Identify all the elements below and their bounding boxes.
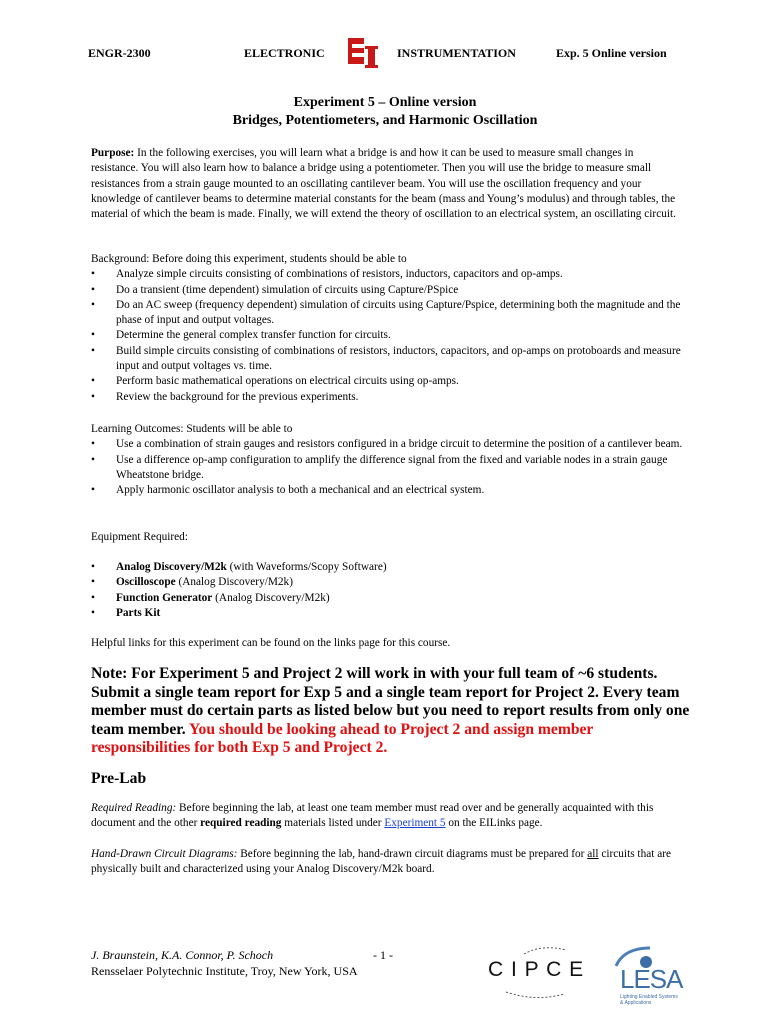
- note-red-text: You should be looking ahead to Project 2 and assign member responsibilities for both Exp 5 and Project 2.: [91, 720, 594, 757]
- header-course: ENGR-2300: [88, 46, 151, 60]
- list-item: • Use a difference op-amp configuration to amplify the difference signal from the fixed and variable nodes in a strain gauge Wheatstone bridge.: [91, 453, 683, 484]
- list-item: [91, 591, 683, 606]
- header-left-word: ELECTRONIC: [244, 46, 325, 60]
- lesa-logo-subtitle: [620, 994, 678, 1006]
- equipment-detail: (with Waveforms/Scopy Software): [226, 561, 387, 573]
- equipment-intro: Equipment Required:: [91, 531, 188, 543]
- outcomes-list: [91, 437, 683, 498]
- hand-drawn-text: circuits that are physically built and characterized using your Analog Discovery/M2k board.: [91, 848, 671, 876]
- list-item: • Perform basic mathematical operations on electrical circuits using op-amps.: [91, 374, 683, 389]
- list-item: • Do a transient (time dependent) simulation of circuits using Capture/PSpice: [91, 283, 683, 298]
- cipce-logo-text: C I P C E: [488, 958, 585, 981]
- background-section: [91, 252, 683, 405]
- background-list: [91, 267, 683, 405]
- list-item: • Determine the general complex transfer function for circuits.: [91, 328, 683, 343]
- list-item: • Analyze simple circuits consisting of combinations of resistors, inductors, capacitors and op-amps.: [91, 267, 683, 282]
- note-text: Note: For Experiment 5 and Project 2 will work in with your full team of ~6 students. Submit a single team report for Exp 5 and a single team report for Project 2. Every team member must do certain parts as listed below but you need to report results from only one team member.: [91, 665, 690, 738]
- required-reading-label: Required Reading:: [91, 802, 177, 814]
- hand-drawn-paragraph: [91, 847, 683, 878]
- footer-institution: Rensselaer Polytechnic Institute, Troy, New York, USA: [91, 964, 358, 978]
- required-reading-text: Before beginning the lab, at least one team member must read over and be generally acquainted with this document and the other: [91, 802, 654, 830]
- equipment-detail: (Analog Discovery/M2k): [212, 591, 330, 604]
- required-reading-text: on the EILinks page.: [445, 817, 543, 830]
- lesa-logo: [610, 944, 690, 1014]
- header-exp: Exp. 5 Online version: [556, 46, 667, 60]
- lesa-subtitle-line: Lighting Enabled Systems: [620, 994, 678, 1000]
- hand-drawn-underlined: all: [587, 848, 599, 860]
- list-item: • Use a combination of strain gauges and resistors configured in a bridge circuit to determine the position of a cantilever beam.: [91, 437, 683, 452]
- title-line2: Bridges, Potentiometers, and Harmonic Oscillation: [232, 113, 538, 128]
- equipment-name: Oscilloscope: [116, 576, 176, 589]
- equipment-section: [91, 560, 683, 621]
- experiment-5-link[interactable]: Experiment 5: [384, 817, 446, 830]
- list-item: [91, 575, 683, 590]
- required-reading-text: materials listed under: [281, 817, 385, 830]
- title-line1: Experiment 5 – Online version: [293, 95, 477, 110]
- ei-logo: [346, 36, 384, 70]
- list-item: [91, 560, 683, 575]
- equipment-name: Analog Discovery/M2k: [116, 561, 227, 573]
- required-reading-paragraph: [91, 801, 683, 832]
- list-item: • Build simple circuits consisting of combinations of resistors, inductors, capacitors, and op-amps on protoboards and measure input and output voltages vs. time.: [91, 344, 683, 375]
- required-reading-bold: required reading: [200, 817, 282, 830]
- hand-drawn-text: Before beginning the lab, hand-drawn circuit diagrams must be prepared for: [237, 848, 588, 860]
- lesa-logo-text: LESA: [620, 964, 683, 994]
- cipce-logo: [486, 944, 598, 1004]
- equipment-list: [91, 560, 683, 621]
- list-item: • Review the background for the previous experiments.: [91, 390, 683, 405]
- outcomes-intro: Learning Outcomes: Students will be able to: [91, 423, 293, 435]
- helpful-links-text: Helpful links for this experiment can be found on the links page for this course.: [91, 637, 451, 649]
- equipment-name: Parts Kit: [116, 606, 161, 619]
- equipment-name: Function Generator: [116, 591, 213, 604]
- background-intro: Background: Before doing this experiment, students should be able to: [91, 253, 407, 265]
- footer-authors: J. Braunstein, K.A. Connor, P. Schoch: [91, 948, 274, 962]
- prelab-heading: Pre-Lab: [91, 770, 147, 787]
- hand-drawn-label: Hand-Drawn Circuit Diagrams:: [91, 848, 238, 860]
- footer-page-number: - 1 -: [373, 948, 393, 962]
- header-right-word: INSTRUMENTATION: [397, 46, 516, 60]
- purpose-text: In the following exercises, you will learn what a bridge is and how it can be used to measure small changes in resistance. You will also learn how to balance a bridge using a potentiometer. Then you will use the bridge to measure small resistances from a strain gauge mounted to an oscillating cantilever beam. You will use the oscillation frequency and your knowledge of cantilever beams to determine material constants for the beam (mass and Young’s modulus) and through tables, the material of which the beam is made. Finally, we will extend the theory of oscillation to an electrical system, an oscillating circuit.: [91, 147, 676, 221]
- purpose-paragraph: [91, 146, 683, 222]
- team-note: [91, 665, 691, 758]
- list-item: [91, 606, 683, 621]
- list-item: • Do an AC sweep (frequency dependent) simulation of circuits using Capture/Pspice, determining both the magnitude and the phase of input and output voltages.: [91, 298, 683, 329]
- list-item: • Apply harmonic oscillator analysis to both a mechanical and an electrical system.: [91, 483, 683, 498]
- outcomes-section: [91, 422, 683, 498]
- lesa-subtitle-line: & Applications: [620, 1000, 652, 1006]
- purpose-label: Purpose:: [91, 147, 135, 159]
- equipment-detail: (Analog Discovery/M2k): [175, 576, 293, 589]
